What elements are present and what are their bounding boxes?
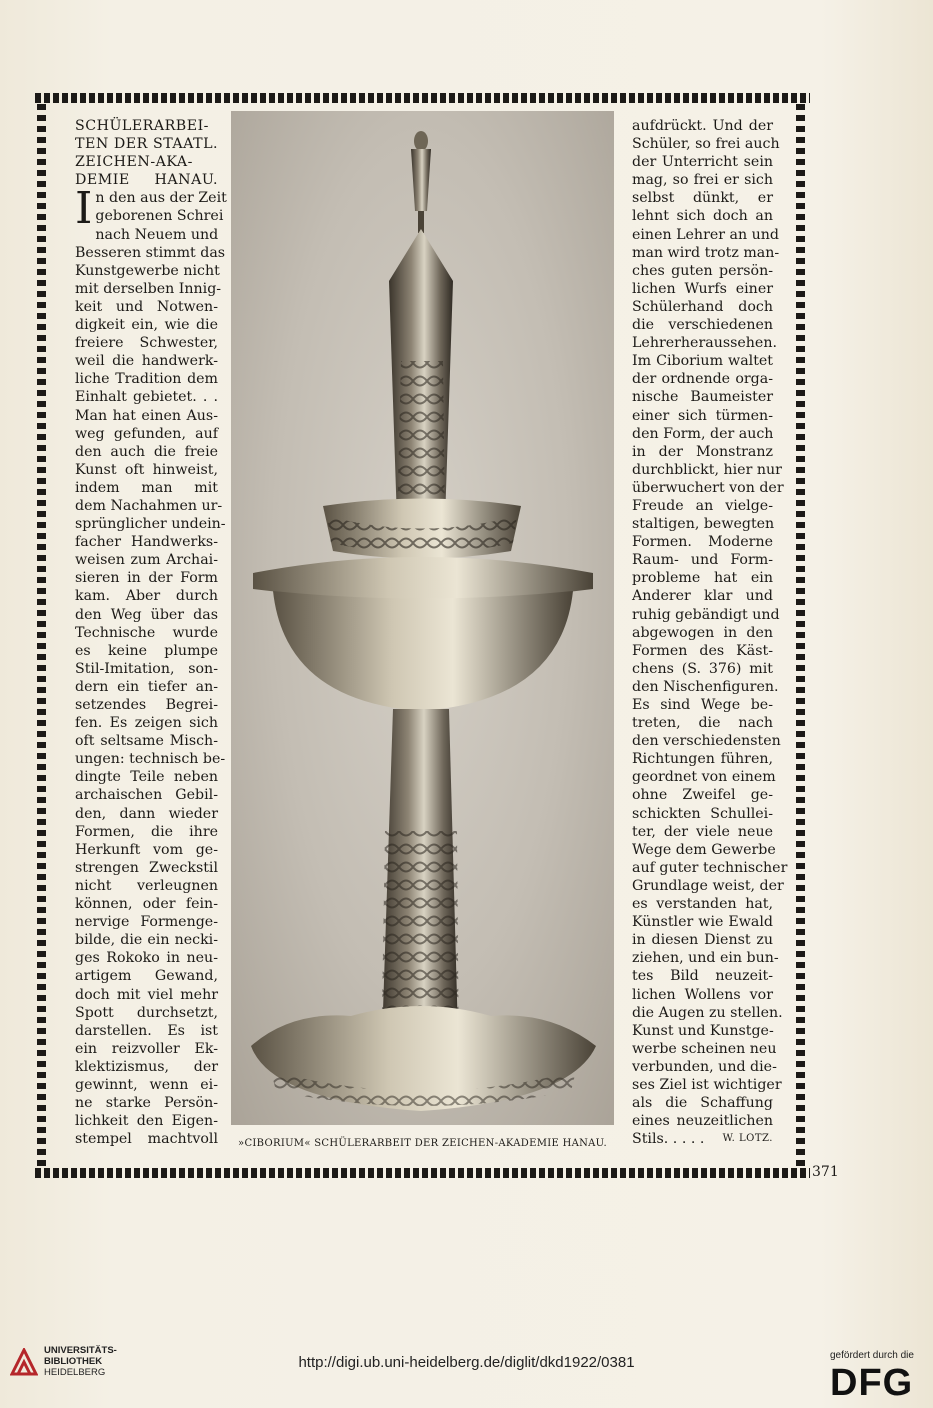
body-text-line: Spott durchsetzt, [75, 1004, 218, 1021]
body-text-line: der Unterricht sein [632, 154, 773, 171]
body-text-line: mag, so frei er sich [632, 172, 773, 189]
body-text-line: abgewogen in den [632, 624, 773, 641]
body-text-line: durchblickt, hier nur [632, 461, 782, 478]
body-text-line: Anderer klar und [632, 588, 773, 605]
body-text-line: bilde, die ein necki- [75, 932, 218, 949]
body-text-line: selbst dünkt, er [632, 190, 773, 207]
body-text-line: eines neuzeitlichen [632, 1113, 773, 1130]
body-text-line: Formen, die ihre [75, 823, 218, 840]
body-text-line: n den aus der Zeit [95, 190, 227, 207]
body-text-line: dingte Teile neben [75, 769, 218, 786]
body-text-line: Im Ciborium waltet [632, 353, 773, 370]
right-last-line [632, 1130, 773, 1148]
body-text-line: die Augen zu stellen. [632, 1004, 783, 1021]
body-text-line: weil die handwerk- [75, 353, 218, 370]
body-text-line: sieren in der Form [75, 570, 218, 587]
body-text-line: können, oder fein- [75, 896, 218, 913]
heading-line: TEN DER STAATL. [75, 136, 218, 153]
frame-top-border [35, 93, 810, 103]
left-text-column [75, 117, 227, 1148]
body-text-line: den, dann wieder [75, 805, 218, 822]
body-text-line: chens (S. 376) mit [632, 660, 773, 677]
page-number: 371 [812, 1164, 839, 1180]
body-text-line: Es sind Wege be- [632, 697, 773, 713]
body-text-line: tes Bild neuzeit- [632, 968, 773, 985]
body-text-line: Stil-Imitation, son- [75, 660, 218, 677]
body-text-line: ohne Zweifel ge- [632, 787, 773, 804]
body-text-line: Grundlage weist, der [632, 877, 784, 894]
body-text-line: ein reizvoller Ek- [75, 1040, 218, 1057]
body-text-line: Lehrerheraussehen. [632, 335, 777, 352]
body-text-line: Kunst und Kunstge- [632, 1022, 774, 1039]
body-text-line: kam. Aber durch [75, 588, 218, 605]
body-text-line: Formen des Käst- [632, 642, 773, 659]
body-text-line: Schüler, so frei auch [632, 136, 780, 153]
body-text-line: einen Lehrer an und [632, 226, 780, 243]
library-name-line: HEIDELBERG [44, 1367, 106, 1378]
body-text-line: Künstler wie Ewald [632, 914, 773, 931]
body-text-line: die verschiedenen [632, 317, 773, 334]
body-text-line: weisen zum Archai- [75, 552, 218, 569]
body-text-line: Formen. Moderne [632, 534, 773, 551]
dfg-logo: DFG [830, 1362, 914, 1404]
body-text-line: den Form, der auch [632, 425, 774, 442]
body-text-line: gewinnt, wenn ei- [75, 1076, 218, 1093]
body-text-line: Kunst oft hinweist, [75, 461, 218, 478]
body-text-line: einer sich türmen- [632, 407, 773, 424]
body-text-line: den verschiedensten [632, 733, 781, 750]
body-text-line: Schülerhand doch [632, 298, 773, 315]
body-text-line: digkeit ein, wie die [75, 317, 218, 334]
body-text-line: nervige Formenge- [75, 914, 218, 931]
author-signature: W. LOTZ. [722, 1133, 773, 1145]
body-text-line: probleme hat ein [632, 570, 773, 587]
body-text-line: verbunden, und die- [632, 1058, 777, 1075]
body-text-line: facher Handwerks- [75, 534, 218, 551]
body-text-line: werbe scheinen neu [632, 1040, 777, 1057]
body-text-line: klektizismus, der [75, 1058, 218, 1075]
source-url[interactable]: http://digi.ub.uni-heidelberg.de/diglit/dkd1922/0381 [298, 1354, 635, 1371]
body-text-line: archaischen Gebil- [75, 787, 218, 804]
body-text-line: fen. Es zeigen sich [75, 715, 218, 732]
body-text-line: stempel machtvoll [75, 1131, 218, 1148]
body-text-line: nach Neuem und [95, 226, 219, 243]
body-text-line: den Weg über das [75, 606, 218, 623]
body-text-line: ne starke Persön- [75, 1095, 218, 1112]
photo-caption: »CIBORIUM« SCHÜLERARBEIT DER ZEICHEN-AKADEMIE HANAU. [238, 1138, 607, 1149]
body-text-line: Raum- und Form- [632, 552, 773, 569]
body-text-line: schickten Schullei- [632, 805, 773, 822]
body-text-line: nicht verleugnen [75, 877, 218, 894]
body-text-line: staltigen, bewegten [632, 516, 775, 533]
body-text-line: Technische wurde [75, 624, 218, 641]
body-text-line: setzendes Begrei- [75, 697, 218, 713]
body-text-line: aufdrückt. Und der [632, 118, 773, 134]
body-text-line: den auch die freie [75, 443, 218, 460]
lid [253, 557, 593, 600]
bowl [273, 591, 573, 711]
body-text-line: der ordnende orga- [632, 371, 773, 388]
body-text-line: Kunstgewerbe nicht [75, 262, 220, 279]
body-text-line: ses Ziel ist wichtiger [632, 1076, 782, 1093]
body-text-line: lehnt sich doch an [632, 208, 773, 225]
body-text-line: oft seltsame Misch- [75, 733, 218, 750]
frame-bottom-border [35, 1168, 810, 1178]
body-text-line: artigem Gewand, [75, 968, 218, 985]
body-text-line: Herkunft vom ge- [75, 841, 218, 858]
body-text-line: auf guter technischer [632, 859, 788, 876]
top-figure [411, 131, 431, 233]
body-text-line: Wege dem Gewerbe [632, 841, 776, 858]
body-text-line: den Nischenfiguren. [632, 678, 779, 695]
body-text-line: indem man mit [75, 479, 218, 496]
body-text-line: treten, die nach [632, 715, 773, 732]
last-line-text: Stils. . . . . [632, 1131, 705, 1148]
body-text-line: ter, der viele neue [632, 823, 773, 840]
drop-cap: I [75, 183, 93, 235]
body-text-line: Richtungen führen, [632, 751, 773, 768]
body-text-line: es verstanden hat, [632, 896, 773, 913]
body-text-line: sprünglicher undein- [75, 516, 226, 533]
funding-label: gefördert durch die [830, 1350, 914, 1361]
body-text-line: ruhig gebändigt und [632, 606, 780, 623]
library-name-line: BIBLIOTHEK [44, 1356, 103, 1367]
body-text-line: lichen Wollens vor [632, 986, 773, 1003]
body-text-line: ungen: technisch be- [75, 751, 226, 768]
ciborium-photograph [231, 111, 614, 1125]
body-text-line: dem Nachahmen ur- [75, 497, 223, 514]
heading-line: DEMIE HANAU. [75, 172, 218, 189]
body-text-line: geordnet von einem [632, 769, 776, 786]
body-text-line: lichen Wurfs einer [632, 280, 773, 297]
body-text-line: strengen Zweckstil [75, 859, 218, 876]
ciborium-illustration [231, 111, 614, 1125]
body-text-line: nische Baumeister [632, 389, 773, 406]
heading-line: SCHÜLERARBEI- [75, 118, 209, 134]
body-text-line: als die Schaffung [632, 1095, 773, 1112]
body-text-line: keit und Notwen- [75, 298, 218, 315]
frame-right-border [796, 104, 805, 1166]
heading-line: ZEICHEN-AKA- [75, 154, 193, 171]
body-text-line: darstellen. Es ist [75, 1022, 218, 1039]
body-text-line: Man hat einen Aus- [75, 407, 218, 424]
body-text-line: lichkeit den Eigen- [75, 1113, 218, 1130]
body-text-line: überwuchert von der [632, 479, 784, 496]
right-text-column [632, 117, 788, 1148]
library-name-line: UNIVERSITÄTS- [44, 1345, 117, 1356]
body-text-line: es keine plumpe [75, 642, 218, 659]
body-text-line: freiere Schwester, [75, 335, 218, 352]
body-text-line: in diesen Dienst zu [632, 932, 773, 949]
body-text-line: man wird trotz man- [632, 244, 780, 261]
body-text-line: doch mit viel mehr [75, 986, 218, 1003]
body-text-line: liche Tradition dem [75, 371, 218, 388]
body-text-line: Freude an vielge- [632, 497, 773, 514]
body-text-line: Besseren stimmt das [75, 244, 226, 261]
body-text-line: dern ein tiefer an- [75, 678, 218, 695]
body-text-line: Einhalt gebietet. . . [75, 389, 218, 406]
body-text-line: ches guten persön- [632, 262, 773, 279]
body-text-line: in der Monstranz [632, 443, 773, 460]
body-text-line: weg gefunden, auf [75, 425, 218, 442]
body-text-line: mit derselben Innig- [75, 280, 222, 297]
body-text-line: ges Rokoko in neu- [75, 950, 218, 967]
frame-left-border [37, 104, 46, 1166]
body-text-line: ziehen, und ein bun- [632, 950, 779, 967]
body-text-line: geborenen Schrei [95, 208, 224, 225]
